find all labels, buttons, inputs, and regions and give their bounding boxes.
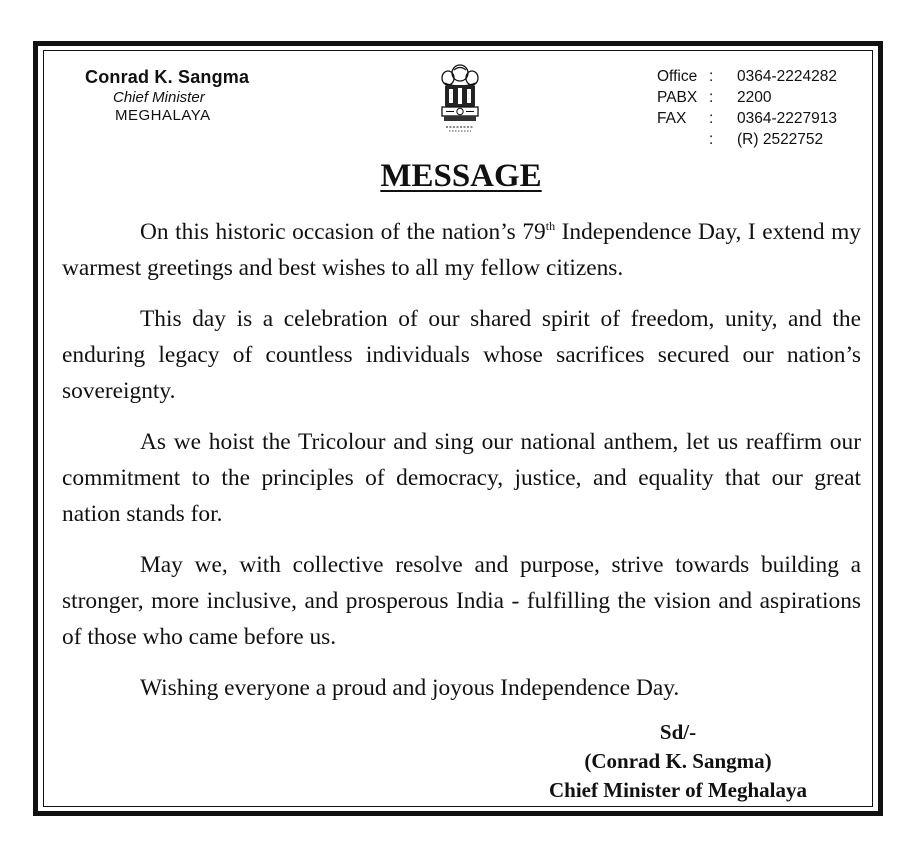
ordinal-suffix: th: [545, 219, 556, 234]
contact-value: 0364-2227913: [737, 110, 837, 127]
national-emblem-icon: [434, 61, 486, 139]
contact-value: 0364-2224282: [737, 68, 837, 85]
contact-separator: :: [709, 131, 714, 148]
contact-value: (R) 2522752: [737, 131, 824, 148]
sender-name: Conrad K. Sangma: [85, 67, 250, 87]
contact-row-pabx: [657, 87, 837, 108]
contact-label: Office: [657, 68, 698, 85]
message-paragraph-1: [62, 214, 861, 286]
contact-row-residence: [657, 129, 837, 150]
contact-separator: :: [709, 110, 714, 127]
message-paragraph-4: May we, with collective resolve and purpose, strive towards building a stronger, more inclusive, and prosperous India - fulfilling the vision and aspirations of those who came before us.: [62, 552, 861, 650]
sender-block: [85, 67, 249, 124]
message-paragraph-5: Wishing everyone a proud and joyous Independence Day.: [140, 675, 680, 701]
paragraph-text: On this historic occasion of the nation’s 79: [140, 219, 546, 245]
contact-label: [657, 129, 709, 150]
message-title-text: MESSAGE: [380, 158, 542, 194]
message-body: [62, 214, 861, 706]
sender-state: MEGHALAYA: [115, 107, 211, 124]
paragraph-text: Independence Day, I extend my warmest greetings and best wishes to all my fellow citizens.: [62, 219, 862, 281]
contact-value: 2200: [737, 89, 772, 106]
signature-block: [502, 718, 854, 805]
signature-name: (Conrad K. Sangma): [584, 749, 772, 773]
message-paragraph-3: As we hoist the Tricolour and sing our national anthem, let us reaffirm our commitment to the principles of democracy, justice, and equality that our great nation stands for.: [62, 429, 861, 527]
message-title: [0, 158, 922, 195]
contact-block: [657, 66, 837, 150]
contact-label: PABX: [657, 89, 698, 106]
contact-separator: :: [709, 68, 714, 85]
signature-title: Chief Minister of Meghalaya: [549, 778, 807, 802]
sender-role: Chief Minister: [113, 89, 205, 106]
message-paragraph-2: This day is a celebration of our shared spirit of freedom, unity, and the enduring legacy of countless individuals whose sacrifices secured our nation’s sovereignty.: [62, 306, 861, 404]
contact-label: FAX: [657, 110, 687, 127]
contact-row-office: [657, 66, 837, 87]
contact-row-fax: [657, 108, 837, 129]
contact-separator: :: [709, 89, 714, 106]
signature-sd: Sd/-: [659, 720, 697, 744]
